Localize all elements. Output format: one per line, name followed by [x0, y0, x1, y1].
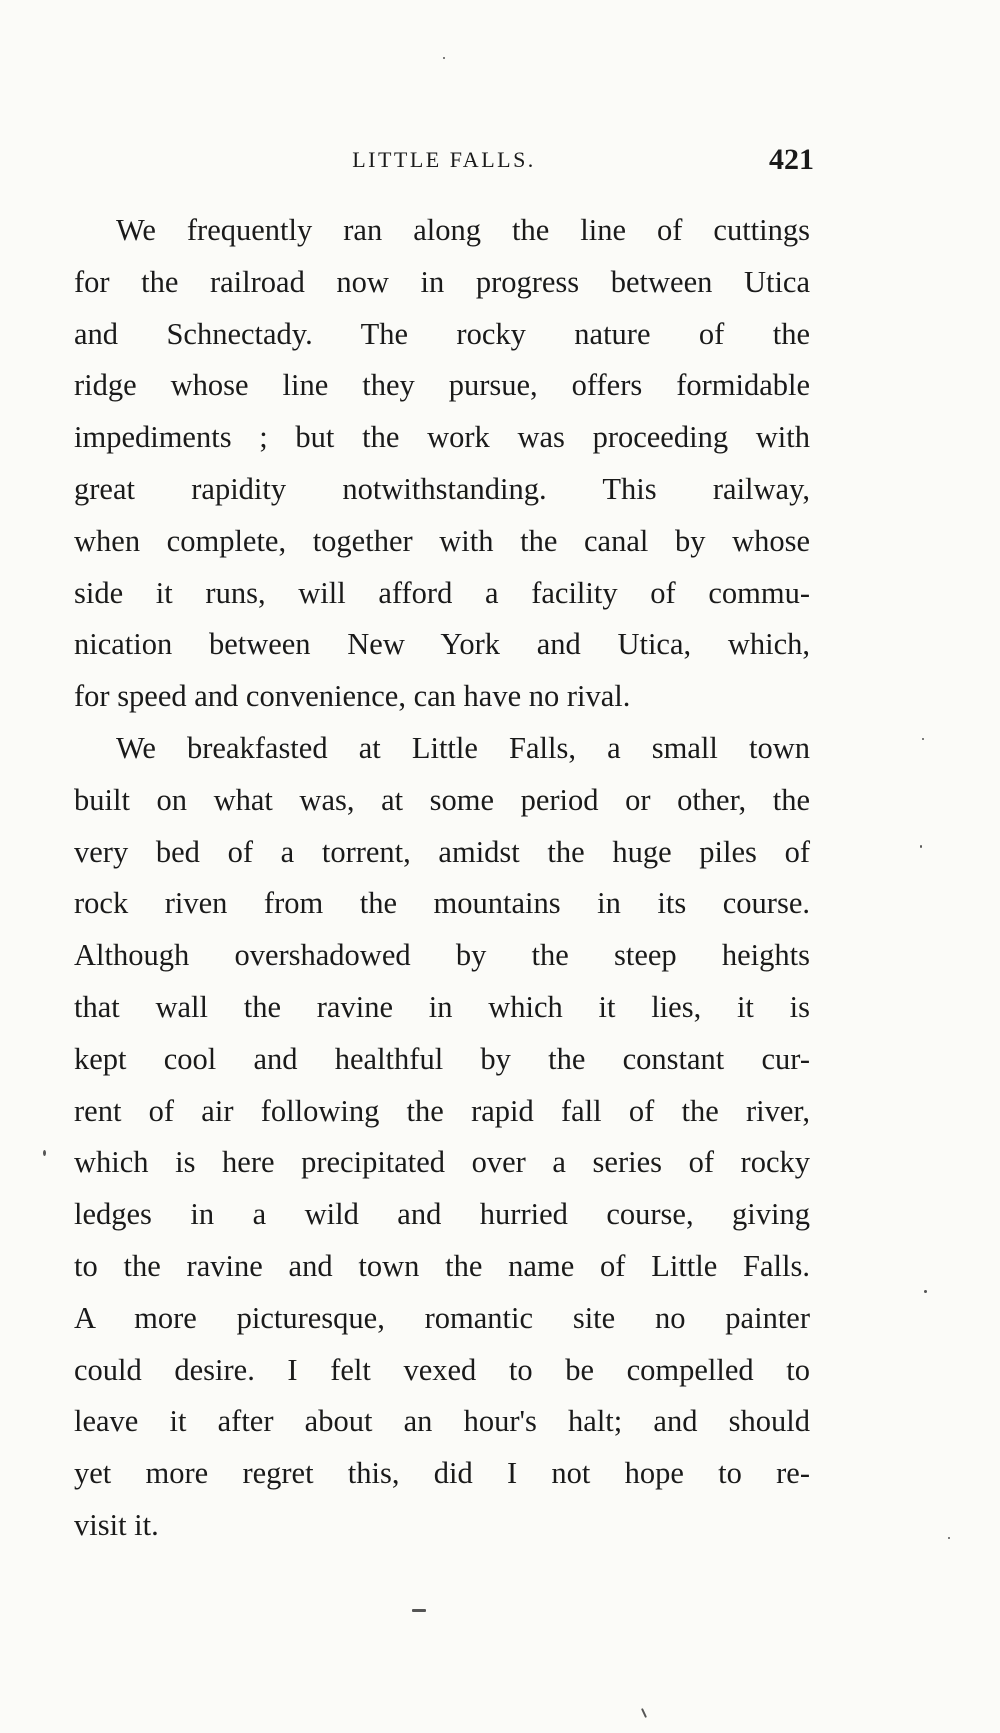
text-line: for the railroad now in progress between Utica — [74, 264, 810, 299]
text-line: and Schnectady. The rocky nature of the — [74, 316, 810, 351]
text-line: yet more regret this, did I not hope to re- — [74, 1456, 810, 1491]
text-line: could desire. I felt vexed to be compelled to — [74, 1352, 810, 1387]
text-line: nication between New York and Utica, which, — [74, 627, 810, 662]
text-line: ridge whose line they pursue, offers formidable — [74, 368, 810, 403]
text-line: Although overshadowed by the steep heights — [74, 938, 810, 973]
text-line: which is here precipitated over a series of rocky — [74, 1145, 810, 1180]
page-number: 421 — [769, 143, 814, 176]
text-line: impediments ; but the work was proceeding with — [74, 420, 810, 455]
scan-speck — [443, 57, 445, 59]
text-line: that wall the ravine in which it lies, it is — [74, 989, 810, 1024]
running-head — [74, 140, 814, 180]
text-line: to the ravine and town the name of Little Falls. — [74, 1248, 810, 1283]
paragraph-2 — [74, 723, 810, 1552]
scan-speck — [412, 1609, 426, 1612]
text-line: when complete, together with the canal by whose — [74, 523, 810, 558]
text-line: great rapidity notwithstanding. This railway, — [74, 471, 810, 506]
text-line: A more picturesque, romantic site no painter — [74, 1300, 810, 1335]
text-line: We frequently ran along the line of cuttings — [116, 213, 810, 247]
scan-speck — [922, 738, 924, 740]
text-line: built on what was, at some period or other, the — [74, 782, 810, 817]
scan-speck — [924, 1290, 927, 1293]
scan-speck — [43, 1150, 46, 1156]
text-line: for speed and convenience, can have no rival. — [74, 679, 631, 714]
text-line: very bed of a torrent, amidst the huge piles of — [74, 834, 810, 869]
scan-speck — [948, 1537, 950, 1539]
text-line: kept cool and healthful by the constant cur- — [74, 1041, 810, 1076]
text-line: side it runs, will afford a facility of commu- — [74, 575, 810, 610]
text-line: We breakfasted at Little Falls, a small town — [116, 730, 810, 765]
text-line: rock riven from the mountains in its course. — [74, 886, 810, 921]
body-text — [74, 205, 810, 1552]
text-line: ledges in a wild and hurried course, giving — [74, 1197, 810, 1232]
text-line: leave it after about an hour's halt; and should — [74, 1404, 810, 1439]
text-line: rent of air following the rapid fall of the river, — [74, 1093, 810, 1128]
running-title: LITTLE FALLS. — [352, 147, 536, 172]
text-line: visit it. — [74, 1507, 159, 1542]
paragraph-1 — [74, 205, 810, 723]
scan-speck — [920, 845, 922, 848]
scan-speck — [641, 1708, 647, 1718]
